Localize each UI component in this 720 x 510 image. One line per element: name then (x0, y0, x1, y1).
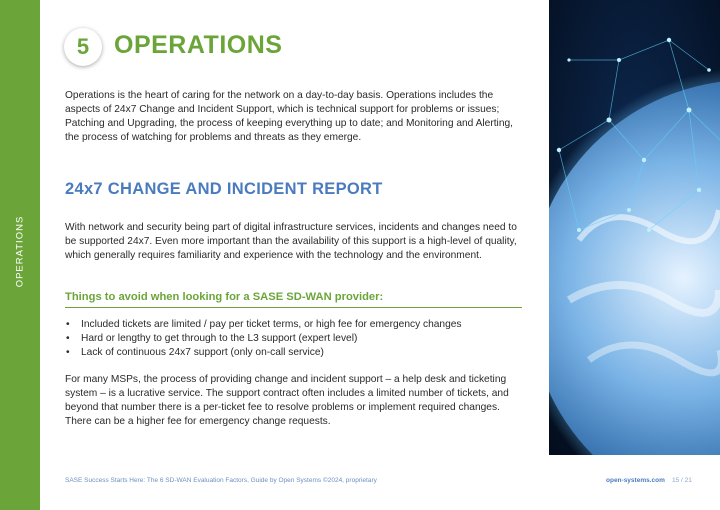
page-number: 15 / 21 (672, 477, 692, 484)
section-paragraph-1: With network and security being part of digital infrastructure services, incidents and changes need to be supported 24x7. Even more important than the availability of this support is a high-level of quality, which generally requires familiarity and experience with the technology and the environment. (65, 222, 517, 261)
earth-network-photo (549, 0, 720, 455)
list-item: • Lack of continuous 24x7 support (only on-call service) (66, 347, 324, 358)
section-heading: 24x7 CHANGE AND INCIDENT REPORT (65, 180, 383, 198)
subheading: Things to avoid when looking for a SASE SD-WAN provider: (65, 291, 522, 308)
list-item: • Hard or lengthy to get through to the L3 support (expert level) (66, 333, 358, 344)
sidebar-section-label: OPERATIONS (14, 215, 26, 288)
footer-link[interactable]: open-systems.com (606, 477, 665, 484)
footer-note: SASE Success Starts Here: The 6 SD-WAN Evaluation Factors, Guide by Open Systems ©2024, proprietary (65, 477, 377, 484)
list-item: • Included tickets are limited / pay per ticket terms, or high fee for emergency changes (66, 319, 462, 330)
intro-paragraph: Operations is the heart of caring for the network on a day-to-day basis. Operations includes the aspects of 24x7 Change and Incident Support, which is technical support for problems or issues; Patching and Upgrading, the process of keeping everything up to date; and Monitoring and Alerting, the process of watching for problems and threats as they emerge. (65, 90, 513, 143)
section-number-badge: 5 (64, 28, 102, 66)
section-paragraph-2: For many MSPs, the process of providing change and incident support – a help desk and ticketing system – is a lucrative service. The support contract often includes a limited number of tickets, and beyond that number there is a per-ticket fee to resolve problems or implement required changes. There can be a higher fee for emergency change requests. (65, 374, 509, 427)
page-title: OPERATIONS (114, 31, 283, 59)
avoid-list (65, 318, 535, 360)
